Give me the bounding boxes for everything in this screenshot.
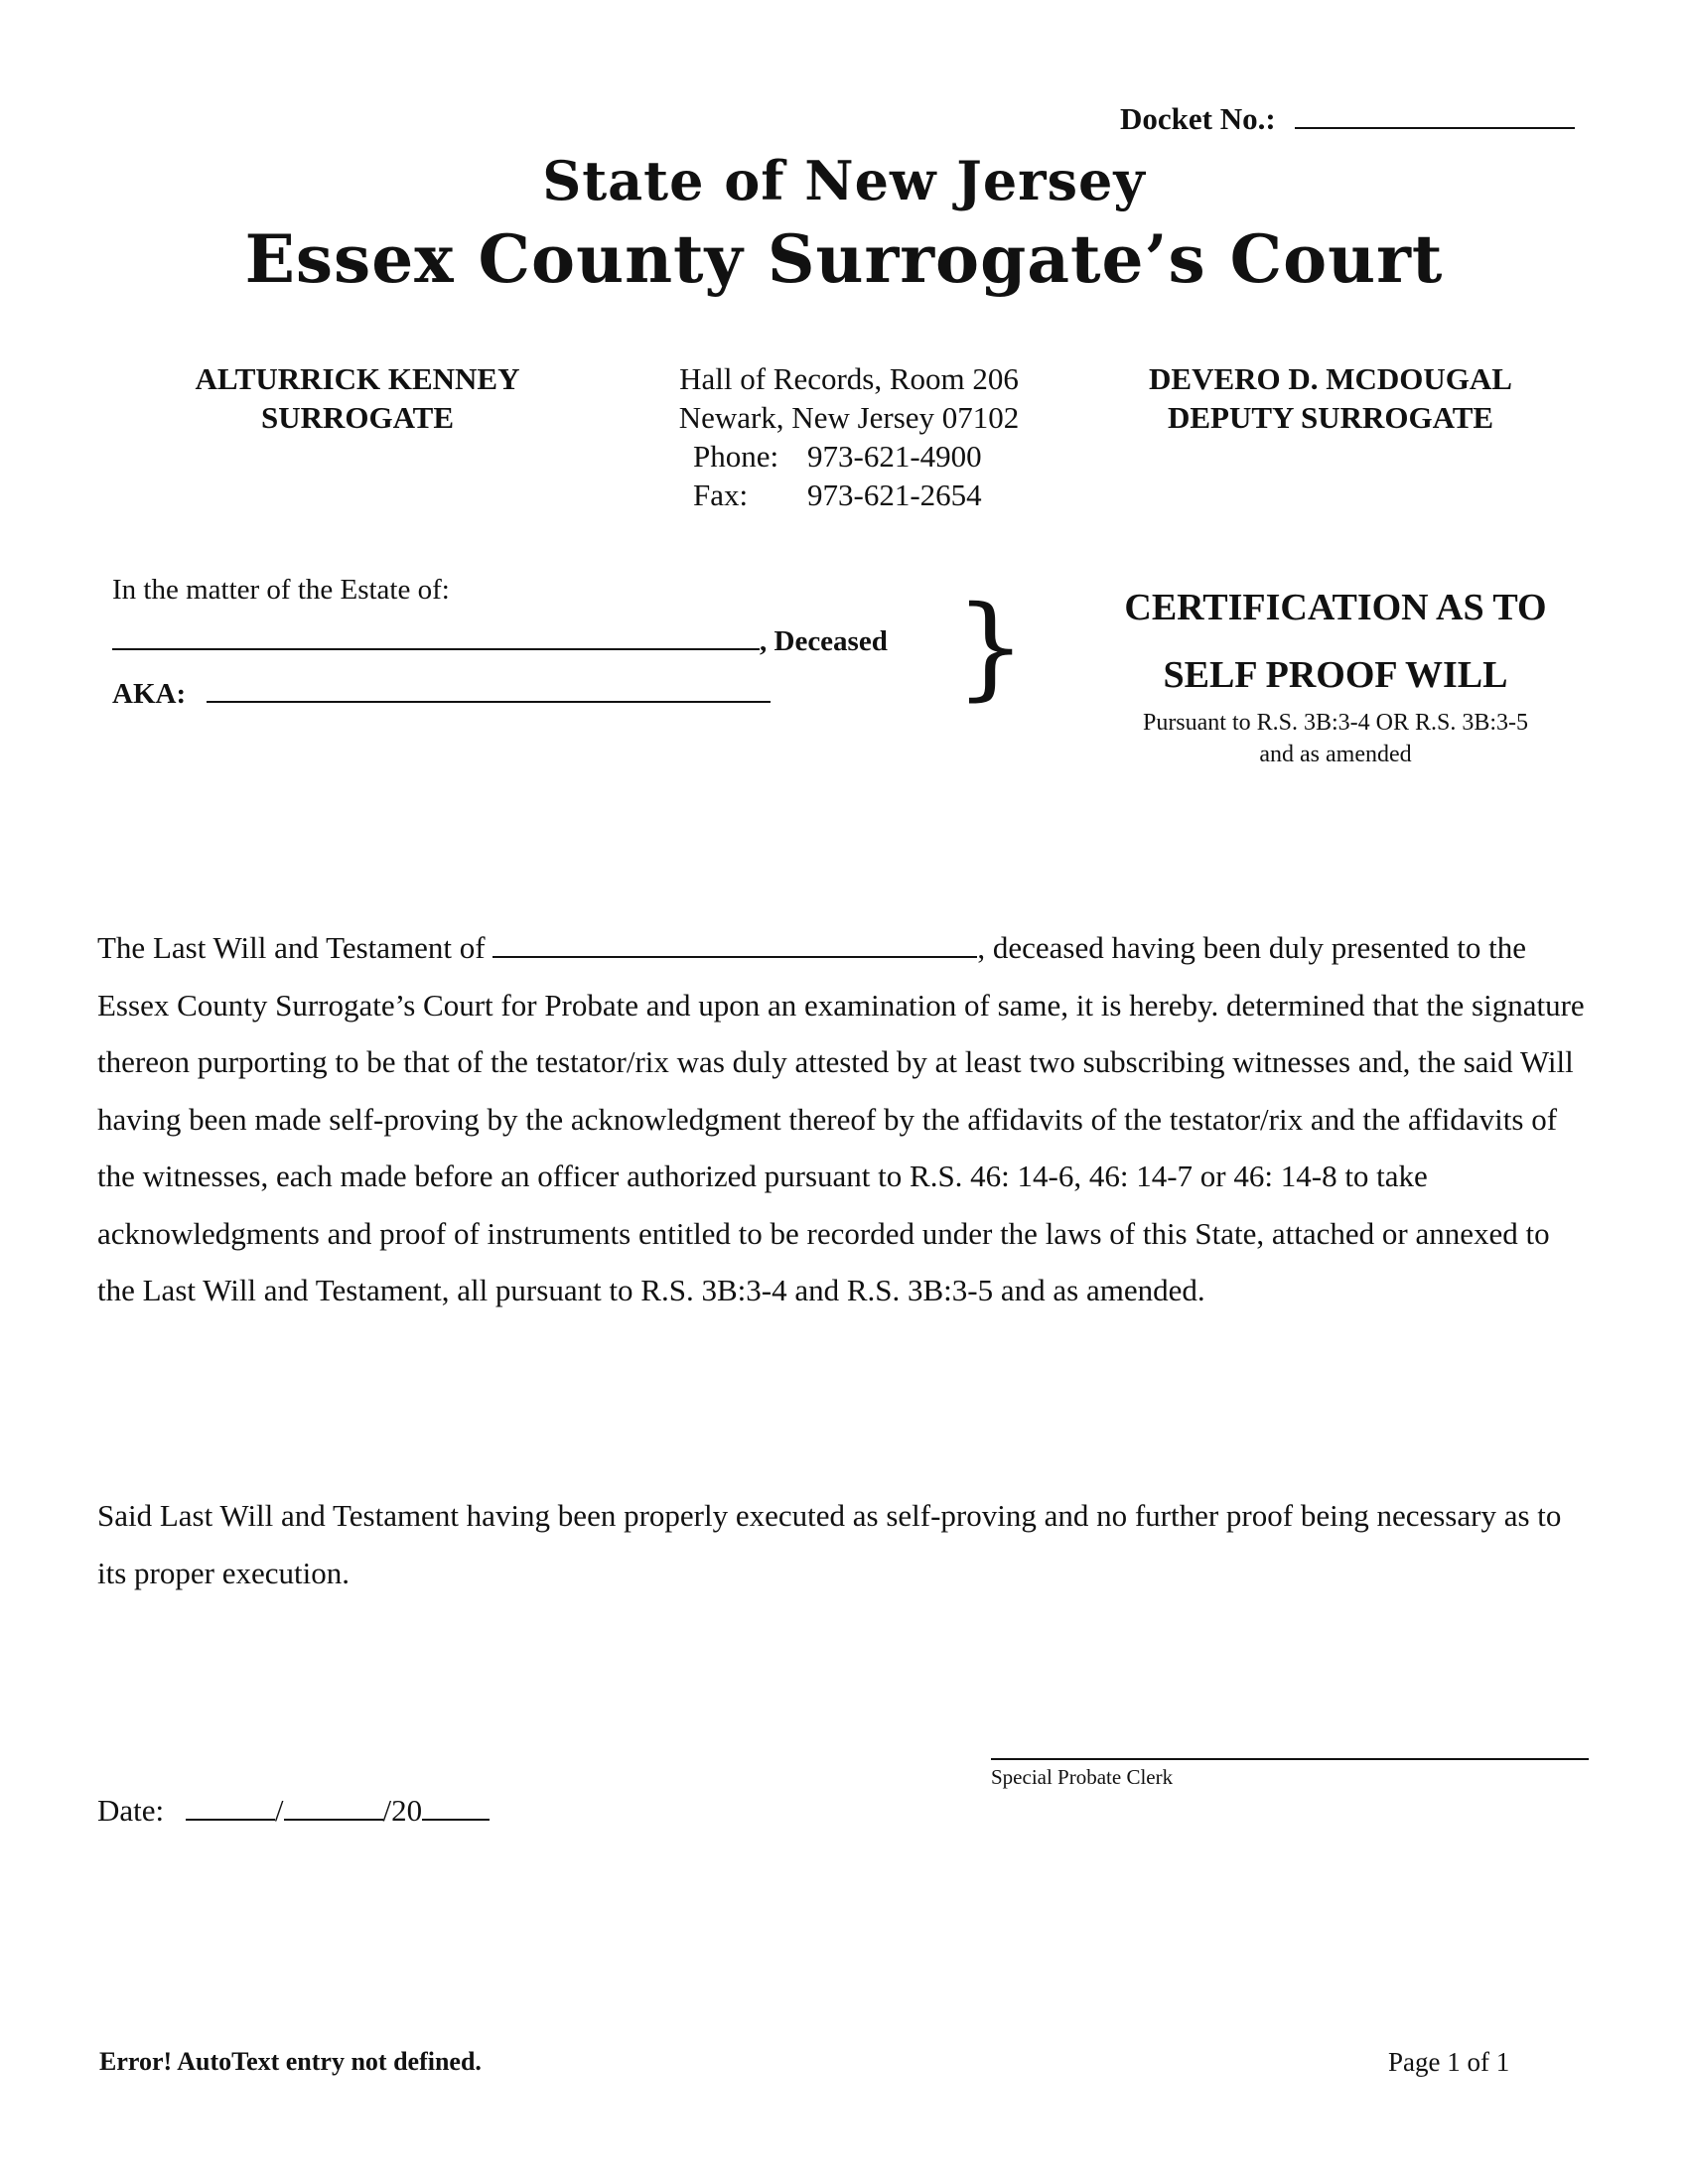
caption-brace: } [955,583,1027,712]
aka-name-line[interactable] [207,701,771,703]
para1-start: The Last Will and Testament of [97,930,493,965]
page-number: Page 1 of 1 [1388,2047,1510,2077]
phone-row [626,437,1072,476]
state-heading: State of New Jersey [542,149,1146,212]
estate-label: In the matter of the Estate of: [112,574,450,606]
court-heading: Essex County Surrogate’s Court [244,220,1444,298]
date-year-line[interactable] [422,1795,490,1821]
fax-number: 973-621-2654 [807,478,982,512]
amended-note: and as amended [1259,742,1412,767]
body-paragraph-1 [97,919,1589,1319]
deputy-name: DEVERO D. MCDOUGAL [1149,361,1512,396]
surrogate-name: ALTURRICK KENNEY [195,361,520,396]
certification-title [1082,574,1589,709]
docket-label: Docket No.: [1120,101,1276,136]
certification-title-line-1: CERTIFICATION AS TO [1124,587,1547,628]
statute-reference: Pursuant to R.S. 3B:3-4 OR R.S. 3B:3-5 [1142,710,1529,736]
date-separator: / [274,1793,284,1828]
date-label: Date: [97,1793,165,1828]
certification-subtitle [1082,707,1589,770]
phone-label: Phone: [693,439,779,474]
signature-label: Special Probate Clerk [991,1765,1174,1789]
body-paragraph-2: Said Last Will and Testament having been properly executed as self-proving and no further proof being necessary as to its proper execution. [97,1498,1562,1590]
surrogate-title: SURROGATE [260,400,455,435]
fax-label: Fax: [693,478,749,512]
docket-number [1120,101,1575,137]
address-line-2: Newark, New Jersey 07102 [678,400,1020,435]
address-line-1: Hall of Records, Room 206 [679,361,1019,396]
deceased-label: , Deceased [760,625,888,657]
aka-row [112,678,771,711]
court-address [626,359,1072,514]
phone-number: 973-621-4900 [807,439,982,474]
signature-line[interactable] [991,1758,1589,1760]
deputy-surrogate-block [1102,359,1559,437]
deceased-name-line[interactable] [112,648,760,650]
surrogate-block [139,359,576,437]
footer-autotext-error: Error! AutoText entry not defined. [99,2047,482,2076]
date-year-prefix: /20 [382,1793,423,1828]
certification-title-line-2: SELF PROOF WILL [1163,654,1508,696]
fax-row [626,476,1072,514]
date-row [97,1793,490,1829]
para1-rest: , deceased having been duly presented to the Essex County Surrogate’s Court for Probate and upon an examination of same, it is hereby. determined that the signature thereon purporting to be that of the testator/rix was duly attested by at least two subscribing witnesses and, the said Will having been made self-proving by the acknowledgment thereof by the affidavits of the testator/rix and the affidavits of the witnesses, each made before an officer authorized pursuant to R.S. 46: 14-6, 46: 14-7 or 46: 14-8 to take acknowledgments and proof of instruments entitled to be recorded under the laws of this State, attached or annexed to the Last Will and Testament, all pursuant to R.S. 3B:3-4 and R.S. 3B:3-5 and as amended. [97,930,1585,1307]
testator-name-line[interactable] [492,932,977,958]
date-day-line[interactable] [284,1795,383,1821]
date-month-line[interactable] [186,1795,275,1821]
deceased-row [112,625,888,658]
docket-input-line[interactable] [1295,127,1575,129]
deputy-title: DEPUTY SURROGATE [1167,400,1494,435]
aka-label: AKA: [112,678,187,710]
